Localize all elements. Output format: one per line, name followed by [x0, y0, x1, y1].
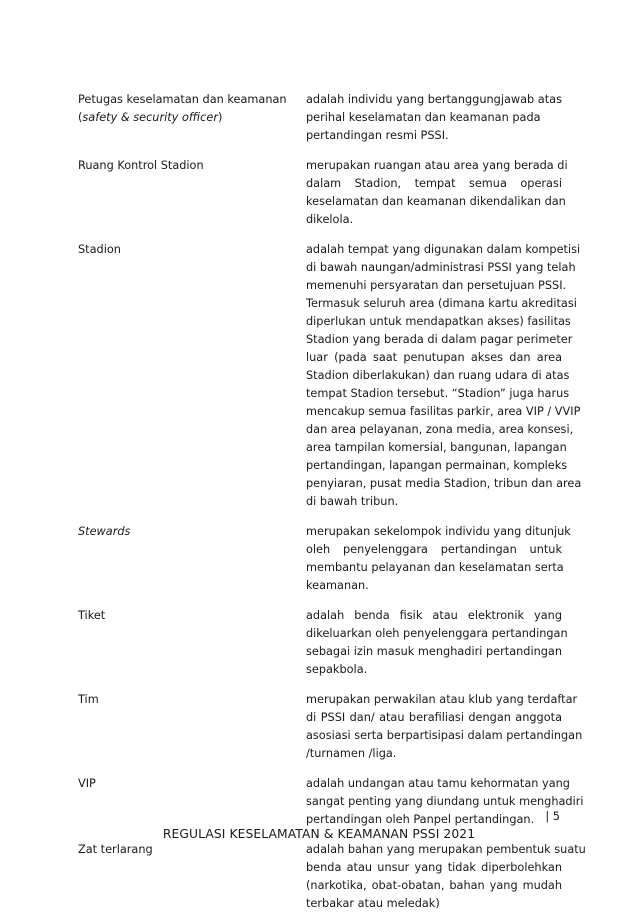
- definition-line: terbakar atau meledak): [306, 897, 440, 910]
- term-text: Zat terlarang: [78, 843, 153, 856]
- definition-text: [306, 241, 582, 511]
- definition-line: /turnamen /liga.: [306, 747, 397, 760]
- definition-term: [78, 523, 306, 541]
- definition-line: luar (pada saat penutupan akses dan area: [306, 351, 562, 364]
- term-text: Petugas keselamatan dan keamanan: [78, 93, 287, 106]
- term-text: Stadion: [78, 243, 121, 256]
- footer-title: REGULASI KESELAMATAN & KEAMANAN PSSI 2021: [162, 827, 476, 841]
- definition-row: [78, 691, 583, 763]
- definition-text: [306, 607, 568, 679]
- definition-line: dikeluarkan oleh penyelenggara pertandingan: [306, 627, 568, 640]
- definition-line: pertandingan, lapangan permainan, kompleks: [306, 459, 568, 472]
- definition-term: [78, 91, 306, 127]
- definition-row: [78, 157, 568, 229]
- definition-line: membantu pelayanan dan keselamatan serta: [306, 561, 564, 574]
- definition-row: [78, 607, 568, 679]
- definition-line: Termasuk seluruh area (dimana kartu akreditasi: [306, 297, 577, 310]
- definition-line: penyiaran, pusat media Stadion, tribun dan area: [306, 477, 582, 490]
- definition-line: perihal keselamatan dan keamanan pada: [306, 111, 541, 124]
- definition-line: adalah undangan atau tamu kehormatan yang: [306, 777, 570, 790]
- definition-line: tempat Stadion tersebut. “Stadion” juga harus: [306, 387, 570, 400]
- definition-text: [306, 91, 562, 145]
- definition-line: pertandingan resmi PSSI.: [306, 129, 449, 142]
- definition-text: [306, 157, 568, 229]
- definition-line: asosiasi serta berpartisipasi dalam pertandingan: [306, 729, 583, 742]
- page-number: | 5: [545, 810, 560, 823]
- definition-line: sangat penting yang diundang untuk menghadiri: [306, 795, 584, 808]
- definition-line: benda atau unsur yang tidak diperbolehkan: [306, 861, 562, 874]
- definition-row: [78, 523, 571, 595]
- definition-term: [78, 607, 306, 625]
- definition-line: sebagai izin masuk menghadiri pertandingan: [306, 645, 562, 658]
- definition-term: [78, 157, 306, 175]
- definition-line: Stadion yang berada di dalam pagar perimeter: [306, 333, 573, 346]
- definition-line: (narkotika, obat-obatan, bahan yang mudah: [306, 879, 562, 892]
- definition-term: [78, 841, 306, 859]
- definition-text: [306, 523, 571, 595]
- definition-term: [78, 775, 306, 793]
- definition-term: [78, 691, 306, 709]
- definition-line: di PSSI dan/ atau berafiliasi dengan anggota: [306, 711, 562, 724]
- definition-term: [78, 241, 306, 259]
- definition-line: Stadion diberlakukan) dan ruang udara di atas: [306, 369, 570, 382]
- definition-line: sepakbola.: [306, 663, 368, 676]
- definition-line: merupakan sekelompok individu yang ditunjuk: [306, 525, 571, 538]
- definition-line: merupakan perwakilan atau klub yang terdaftar: [306, 693, 578, 706]
- term-subtitle: (safety & security officer): [78, 111, 223, 124]
- definition-text: [306, 841, 586, 913]
- definition-line: merupakan ruangan atau area yang berada di: [306, 159, 568, 172]
- definition-line: keselamatan dan keamanan dikendalikan dan: [306, 195, 566, 208]
- definition-line: di bawah tribun.: [306, 495, 399, 508]
- definition-line: dan area pelayanan, zona media, area konsesi,: [306, 423, 574, 436]
- term-subtitle-italic: safety & security officer: [82, 111, 218, 124]
- definition-row: [78, 91, 562, 145]
- definition-line: area tampilan komersial, bangunan, lapangan: [306, 441, 567, 454]
- definitions-list: [78, 91, 586, 913]
- definition-line: oleh penyelenggara pertandingan untuk: [306, 543, 562, 556]
- definition-line: keamanan.: [306, 579, 369, 592]
- term-text: Ruang Kontrol Stadion: [78, 159, 204, 172]
- definition-line: pertandingan oleh Panpel pertandingan.: [306, 813, 535, 826]
- definition-line: adalah benda fisik atau elektronik yang: [306, 609, 562, 622]
- definition-line: dalam Stadion, tempat semua operasi: [306, 177, 562, 190]
- definition-row: [78, 841, 586, 913]
- definition-line: adalah bahan yang merupakan pembentuk suatu: [306, 843, 586, 856]
- definition-line: adalah tempat yang digunakan dalam kompetisi: [306, 243, 581, 256]
- term-text: Stewards: [78, 525, 131, 538]
- definition-line: diperlukan untuk mendapatkan akses) fasilitas: [306, 315, 571, 328]
- definition-line: memenuhi persyaratan dan persetujuan PSSI.: [306, 279, 567, 292]
- definition-text: [306, 691, 583, 763]
- term-text: Tim: [78, 693, 99, 706]
- definition-text: [306, 775, 584, 829]
- definition-row: [78, 241, 582, 511]
- definition-line: mencakup semua fasilitas parkir, area VIP / VVIP: [306, 405, 581, 418]
- term-text: Tiket: [78, 609, 106, 622]
- definition-line: dikelola.: [306, 213, 354, 226]
- definition-line: di bawah naungan/administrasi PSSI yang telah: [306, 261, 576, 274]
- definition-line: adalah individu yang bertanggungjawab atas: [306, 93, 562, 106]
- definition-row: [78, 775, 584, 829]
- term-text: VIP: [78, 777, 96, 790]
